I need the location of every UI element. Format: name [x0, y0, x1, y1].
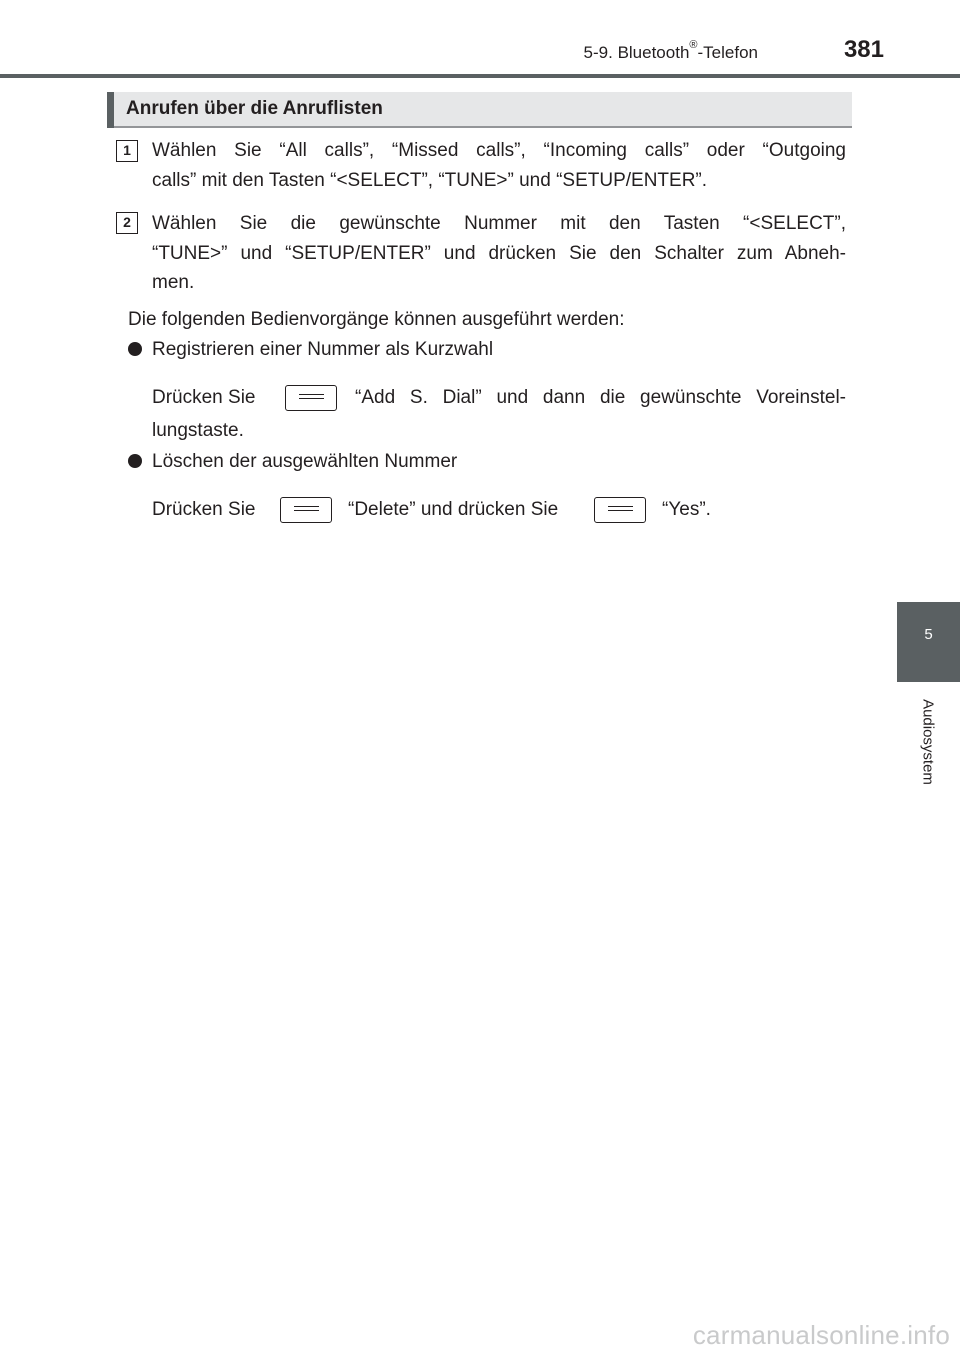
section-heading: [107, 92, 852, 128]
operation-1-instruction: [152, 383, 846, 413]
section-title: [583, 39, 758, 64]
step-1-badge: 1: [116, 140, 138, 162]
section-title-suffix: -Telefon: [697, 43, 758, 62]
operation-1-title: [128, 335, 493, 365]
watermark: carmanualsonline.info: [692, 1320, 950, 1350]
operations-intro: Die folgenden Bedienvorgänge können ausgeführt werden:: [128, 309, 625, 330]
operation-2-instruction-before: Drücken Sie: [152, 499, 256, 520]
operation-2-instruction: [152, 495, 846, 525]
operation-1-title-text: Registrieren einer Nummer als Kurzwahl: [152, 339, 494, 360]
section-title-prefix: 5-9. Bluetooth: [583, 43, 690, 62]
operation-1-instruction-before: Drücken Sie: [152, 387, 256, 408]
bullet-icon: [128, 454, 142, 468]
operation-2-title-text: Löschen der ausgewählten Nummer: [152, 451, 458, 472]
step-2-line-3: men.: [152, 272, 195, 293]
section-heading-text: Anrufen über die Anruflisten: [126, 98, 383, 119]
operation-1-instruction-after: “Add S. Dial” und dann die gewünschte Voreinstel-: [355, 387, 846, 408]
operation-2-instruction-middle: “Delete” und drücken Sie: [348, 499, 559, 520]
operation-2-instruction-after: “Yes”.: [662, 499, 711, 520]
registered-mark: ®: [689, 39, 698, 52]
chapter-label-text: Audiosystem: [919, 699, 937, 785]
step-2-line-1: Wählen Sie die gewünschte Nummer mit den Tasten “<SELECT”,: [152, 213, 846, 234]
step-2-badge: 2: [116, 212, 138, 234]
chapter-number: 5: [924, 626, 933, 643]
page-number: 381: [843, 36, 884, 63]
soft-key-button-icon: [280, 497, 332, 523]
header-divider: [0, 74, 960, 78]
step-1-line-1: Wählen Sie “All calls”, “Missed calls”, “Incoming calls” oder “Outgoing: [152, 140, 846, 161]
operation-1-instruction-cont: lungstaste.: [152, 420, 244, 441]
step-1-line-2: calls” mit den Tasten “<SELECT”, “TUNE>” und “SETUP/ENTER”.: [152, 169, 708, 191]
operation-2-title: [128, 447, 457, 477]
bullet-icon: [128, 342, 142, 356]
soft-key-button-icon: [285, 385, 337, 411]
soft-key-button-icon: [594, 497, 646, 523]
step-2-line-2: “TUNE>” und “SETUP/ENTER” und drücken Sie den Schalter zum Abneh-: [152, 242, 846, 264]
chapter-tab: [897, 602, 960, 682]
